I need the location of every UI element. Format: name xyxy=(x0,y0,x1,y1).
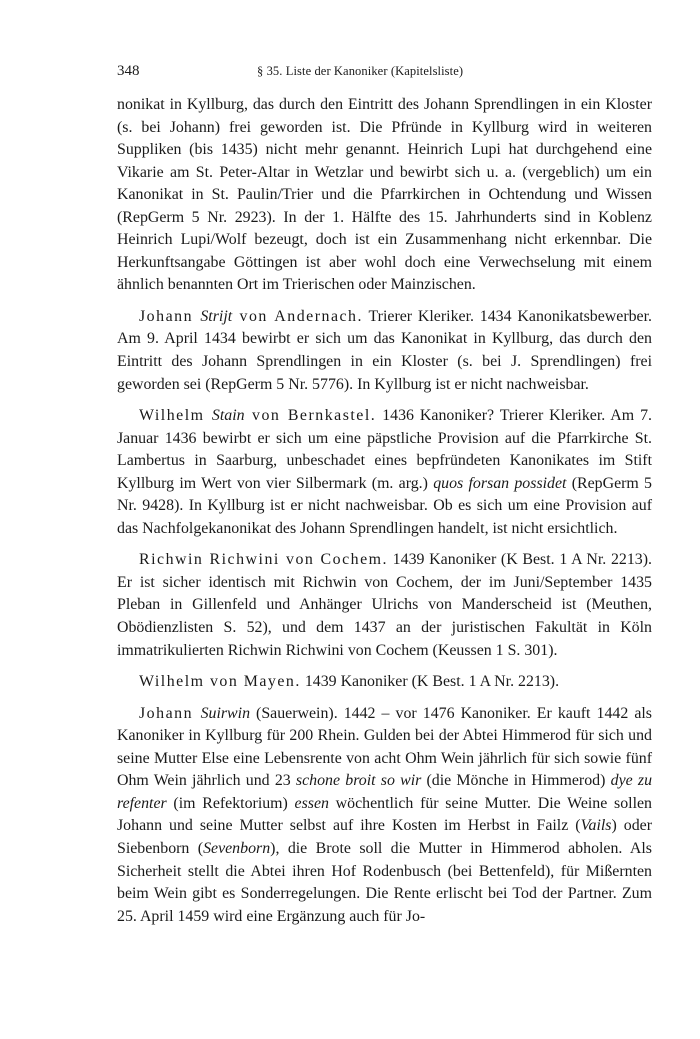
text-segment: von Andernach. xyxy=(232,307,363,325)
text-segment: Suirwin xyxy=(200,704,251,722)
text-segment: (die Mönche in Himmerod) xyxy=(421,772,611,790)
text-segment: 1439 Kanoniker (K Best. 1 A Nr. 2213). Er ist sicher identisch mit Richwin von Cochem, der im Juni/September 1435 Pleban in Gillenfeld und Anhänger Ulrichs von Manderscheid ist (Meuthen, Obödienzlisten S. 52), und dem 1437 an der juristischen Fakultät in Köln immatrikulierten Richwin Richwini von Cochem (Keussen 1 S. 301). xyxy=(117,551,653,659)
paragraph-continuation xyxy=(117,94,652,297)
text-segment: von Bernkastel. xyxy=(244,407,377,425)
text-segment: wöchentlich für seine Mutter. Die Weine sollen Johann und seine Mutter selbst auf ihre Kosten im Herbst in Failz ( xyxy=(117,794,652,835)
text-segment: (im Refektorium) xyxy=(166,794,295,812)
entry-wilhelm-stain xyxy=(117,405,652,540)
text-segment: 1436 Kanoniker? Trierer Kleriker. Am 7. Januar 1436 bewirbt er sich um eine päpstliche Provision auf die Pfarrkirche St. Lambertus in Saarburg, unbeschadet eines bepfründeten Kanonikates im Stift Kyllburg im Wert von vier Silbermark (m. arg.) xyxy=(117,407,652,492)
text-segment: ) oder Siebenborn ( xyxy=(117,817,652,857)
text-segment: Wilhelm von Mayen. xyxy=(139,673,301,691)
text-segment: Stain xyxy=(211,407,245,425)
text-segment: Wilhelm xyxy=(139,407,212,425)
text-segment: 1439 Kanoniker (K Best. 1 A Nr. 2213). xyxy=(300,673,560,691)
text-segment: nonikat in Kyllburg, das durch den Eintritt des Johann Sprendlingen in ein Kloster (s. bei Johann) frei geworden ist. Die Pfründe in Kyllburg wird in weiteren Suppliken (bis 1435) nicht mehr genannt. Heinrich Lupi hat durchgehend eine Vikarie am St. Peter-Altar in Wetzlar und bewirbt sich u. a. (vergeblich) um ein Kanonikat in St. Paulin/Trier und die Pfarrkirchen in Ochtendung und Wissen (RepGerm 5 Nr. 2923). In der 1. Hälfte des 15. Jahrhunderts sind in Koblenz Heinrich Lupi/Wolf bezeugt, doch ist ein Zusammenhang nicht erkennbar. Die Herkunftsangabe Göttingen ist aber wohl doch eine Verwechselung mit einem ähnlich benannten Ort im Trierischen oder Mainzischen. xyxy=(117,96,652,294)
text-segment: essen xyxy=(294,794,329,812)
entry-johann-strijt xyxy=(117,306,652,396)
text-segment: (Sauerwein). 1442 – vor 1476 Kanoniker. Er kauft 1442 als Kanoniker in Kyllburg für 200 Rhein. Gulden bei der Abtei Himmerod für sich und seine Mutter Else eine Lebensrente von acht Ohm Wein jährlich für sich sowie fünf Ohm Wein jährlich und 23 xyxy=(117,704,652,790)
text-segment: schone broit so wir xyxy=(295,772,422,790)
text-segment: Sevenborn xyxy=(203,839,271,857)
body-text xyxy=(117,94,652,937)
text-segment: dye zu refenter xyxy=(117,772,653,812)
text-segment: Johann xyxy=(139,307,201,325)
text-segment: Trierer Kleriker. 1434 Kanonikatsbewerber. Am 9. April 1434 bewirbt er sich um das Kanonikat in Kyllburg, das durch den Eintritt des Johann Sprendlingen in ein Kloster (s. bei J. Sprendlingen) frei geworden sei (RepGerm 5 Nr. 5776). In Kyllburg ist er nicht nachweisbar. xyxy=(117,307,652,393)
text-segment: ), die Brote soll die Mutter in Himmerod abholen. Als Sicherheit stellt die Abtei ihren Hof Rodenbusch (bei Bettenfeld), für Mißernten beim Wein gibt es Sonderregelungen. Die Rente erlischt bei Tod der Partner. Zum 25. April 1459 wird eine Ergänzung auch für Jo- xyxy=(117,839,652,925)
entry-wilhelm-von-mayen xyxy=(117,671,652,694)
text-segment: Richwin Richwini von Cochem. xyxy=(139,551,388,569)
page-header xyxy=(117,63,587,85)
entry-richwin-richwini xyxy=(117,549,652,662)
text-segment: Vails xyxy=(580,817,612,835)
text-segment: quos forsan possidet xyxy=(433,474,567,492)
text-segment: (RepGerm 5 Nr. 9428). In Kyllburg ist er nicht nachweisbar. Ob es sich um eine Provision auf das Nachfolgekanonikat des Johann Sprendlingen handelt, ist nicht ersichtlich. xyxy=(117,474,652,537)
entry-johann-suirwin xyxy=(117,703,652,928)
running-title: § 35. Liste der Kanoniker (Kapitelsliste) xyxy=(257,64,464,78)
page-number: 348 xyxy=(117,63,140,79)
text-segment: Strijt xyxy=(200,307,233,325)
text-segment: Johann xyxy=(139,704,201,722)
